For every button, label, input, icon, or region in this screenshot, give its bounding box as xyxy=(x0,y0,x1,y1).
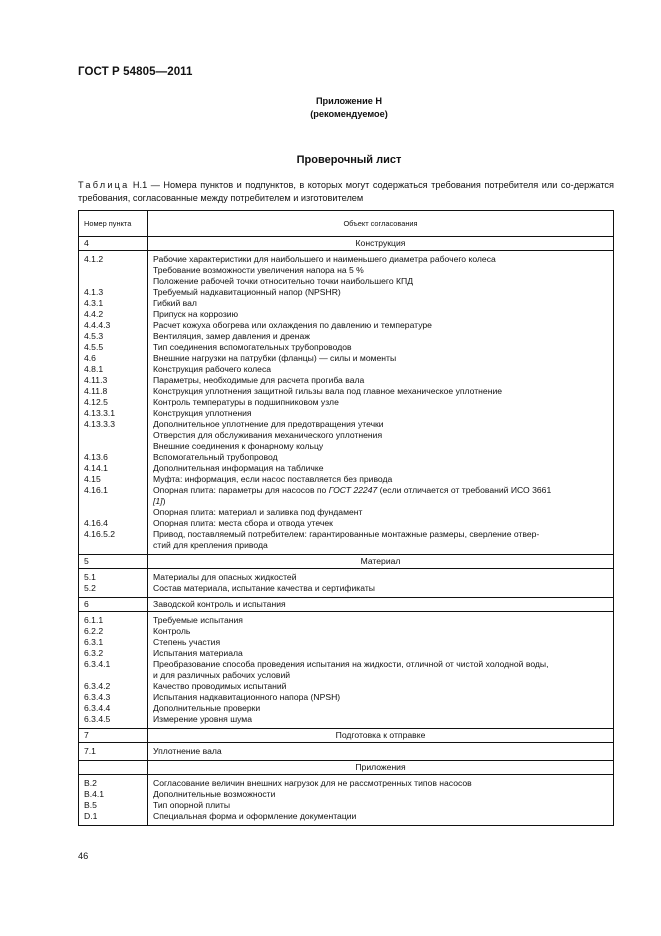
section-title: Заводской контроль и испытания xyxy=(148,598,614,612)
section-title: Подготовка к отправке xyxy=(148,729,614,743)
clause-number: 6.3.4.3 xyxy=(84,692,111,702)
section-body-7 xyxy=(79,743,614,761)
clause-number: 4.15 xyxy=(84,474,101,484)
section-number: 7 xyxy=(79,729,148,743)
clause-object-line: Опорная плита: параметры для насосов по ГОСТ 22247 (если отличается от требований ИСО 3661 xyxy=(153,485,552,495)
clause-number: 5.1 xyxy=(84,572,96,582)
clause-number: 4.11.8 xyxy=(84,386,108,396)
clause-objects xyxy=(148,743,614,761)
clause-object-line: Параметры, необходимые для расчета прогиба вала xyxy=(153,375,365,385)
clause-number: 4.5.5 xyxy=(84,342,104,352)
section-body-appendices xyxy=(79,775,614,826)
clause-object-line: Тип опорной плиты xyxy=(153,800,230,810)
clause-number: 4.11.3 xyxy=(84,375,108,385)
section-title: Приложения xyxy=(148,761,614,775)
clause-object-line: Качество проводимых испытаний xyxy=(153,681,287,691)
clause-number: 6.2.2 xyxy=(84,626,104,636)
clause-number: 6.1.1 xyxy=(84,615,104,625)
clause-number: 6.3.4.1 xyxy=(84,659,111,669)
section-row-5 xyxy=(79,555,614,569)
section-body-5 xyxy=(79,569,614,598)
clause-object-line: стий для крепления привода xyxy=(153,540,268,550)
clause-number: 4.14.1 xyxy=(84,463,108,473)
clause-object-line: Преобразование способа проведения испытания на жидкости, отличной от чистой холодной воды, xyxy=(153,659,549,669)
clause-object-line: Контроль температуры в подшипниковом узле xyxy=(153,397,339,407)
clause-number: 4.13.3.1 xyxy=(84,408,116,418)
section-row-4 xyxy=(79,237,614,251)
clause-object-line: Расчет кожуха обогрева или охлаждения по давлению и температуре xyxy=(153,320,432,330)
clause-object-line: Степень участия xyxy=(153,637,221,647)
clause-number: 4.4.2 xyxy=(84,309,104,319)
clause-object-line: Опорная плита: материал и заливка под фундамент xyxy=(153,507,363,517)
section-number: 4 xyxy=(79,237,148,251)
clause-number: 4.3.1 xyxy=(84,298,104,308)
clause-object-line: Конструкция уплотнения xyxy=(153,408,252,418)
clause-object-line: Привод, поставляемый потребителем: гарантированные монтажные размеры, сверление отвер- xyxy=(153,529,540,539)
clause-number: D.1 xyxy=(84,811,98,821)
section-title: Конструкция xyxy=(148,237,614,251)
clause-object-line: Внешние нагрузки на патрубки (фланцы) — силы и моменты xyxy=(153,353,397,363)
clause-number: 7.1 xyxy=(84,746,96,756)
clause-object-line: Отверстия для обслуживания механического уплотнения xyxy=(153,430,383,440)
clause-number: 6.3.1 xyxy=(84,637,104,647)
clause-object-line: Дополнительная информация на табличке xyxy=(153,463,324,473)
clause-object-line: Требуемый надкавитационный напор (NPSHR) xyxy=(153,287,341,297)
clause-object-line: Испытания материала xyxy=(153,648,243,658)
clause-object-line: Тип соединения вспомогательных трубопроводов xyxy=(153,342,352,352)
clause-object-line: Муфта: информация, если насос поставляется без привода xyxy=(153,474,393,484)
page-title: Проверочный лист xyxy=(296,154,402,166)
clause-number: B.4.1 xyxy=(84,789,105,799)
section-title: Материал xyxy=(148,555,614,569)
clause-number: 4.16.4 xyxy=(84,518,108,528)
caption-text: Н.1 — Номера пунктов и подпунктов, в которых могут содержаться требования потребителя или со-держатся требования, согласованные между потребителем и изготовителем xyxy=(78,180,614,203)
clause-numbers xyxy=(79,612,148,729)
clause-numbers xyxy=(79,775,148,826)
clause-number: 4.12.5 xyxy=(84,397,108,407)
clause-objects xyxy=(148,251,614,555)
clause-object-line: Измерение уровня шума xyxy=(153,714,252,724)
clause-number: B.2 xyxy=(84,778,97,788)
table-caption xyxy=(78,179,614,204)
clause-numbers xyxy=(79,569,148,598)
clause-object-line: Уплотнение вала xyxy=(153,746,222,756)
clause-object-line: и для различных рабочих условий xyxy=(153,670,291,680)
clause-object-line: Опорная плита: места сбора и отвода утечек xyxy=(153,518,333,528)
clause-object-line: Специальная форма и оформление документации xyxy=(153,811,357,821)
annex-status: (рекомендуемое) xyxy=(310,109,388,119)
checklist-table xyxy=(78,210,614,826)
clause-object-line: Требование возможности увеличения напора на 5 % xyxy=(153,265,364,275)
table-header-row xyxy=(79,211,614,237)
clause-number: 4.13.6 xyxy=(84,452,108,462)
clause-number: B.5 xyxy=(84,800,97,810)
clause-number: 4.6 xyxy=(84,353,96,363)
clause-number: 4.5.3 xyxy=(84,331,104,341)
document-id: ГОСТ Р 54805—2011 xyxy=(78,66,193,78)
clause-number: 6.3.4.5 xyxy=(84,714,111,724)
clause-object-line: Согласование величин внешних нагрузок для не рассмотренных типов насосов xyxy=(153,778,472,788)
clause-objects xyxy=(148,775,614,826)
clause-object-line: Состав материала, испытание качества и сертификаты xyxy=(153,583,375,593)
clause-number: 4.13.3.3 xyxy=(84,419,116,429)
clause-number: 4.16.1 xyxy=(84,485,108,495)
clause-number: 4.8.1 xyxy=(84,364,104,374)
clause-object-line: Дополнительное уплотнение для предотвращения утечки xyxy=(153,419,384,429)
clause-object-line: Дополнительные проверки xyxy=(153,703,261,713)
clause-object-line: Положение рабочей точки относительно точки наибольшего КПД xyxy=(153,276,414,286)
clause-number: 6.3.4.4 xyxy=(84,703,111,713)
clause-object-line: Гибкий вал xyxy=(153,298,197,308)
clause-object-line: Вспомогательный трубопровод xyxy=(153,452,278,462)
section-body-4 xyxy=(79,251,614,555)
clause-objects xyxy=(148,612,614,729)
clause-object-line: Конструкция рабочего колеса xyxy=(153,364,272,374)
clause-number: 6.3.2 xyxy=(84,648,104,658)
clause-objects xyxy=(148,569,614,598)
clause-number: 4.1.3 xyxy=(84,287,104,297)
clause-object-line: Рабочие характеристики для наибольшего и наименьшего диаметра рабочего колеса xyxy=(153,254,496,264)
caption-label: Таблица xyxy=(78,180,130,190)
clause-object-line: Дополнительные возможности xyxy=(153,789,276,799)
clause-object-line: Требуемые испытания xyxy=(153,615,243,625)
clause-number: 4.1.2 xyxy=(84,254,104,264)
clause-object-line: [1]) xyxy=(153,496,166,506)
col-header-number: Номер пункта xyxy=(79,211,148,237)
clause-number: 4.16.5.2 xyxy=(84,529,116,539)
section-number: 6 xyxy=(79,598,148,612)
clause-number: 4.4.4.3 xyxy=(84,320,111,330)
section-row-6 xyxy=(79,598,614,612)
clause-numbers xyxy=(79,251,148,555)
section-row-appendices xyxy=(79,761,614,775)
clause-object-line: Конструкция уплотнения защитной гильзы вала под главное механическое уплотнение xyxy=(153,386,503,396)
section-number: 5 xyxy=(79,555,148,569)
clause-object-line: Внешние соединения к фонарному кольцу xyxy=(153,441,324,451)
section-row-7 xyxy=(79,729,614,743)
clause-object-line: Вентиляция, замер давления и дренаж xyxy=(153,331,310,341)
clause-object-line: Материалы для опасных жидкостей xyxy=(153,572,297,582)
clause-number: 6.3.4.2 xyxy=(84,681,111,691)
section-number xyxy=(79,761,148,775)
annex-label: Приложение Н xyxy=(315,96,383,106)
page-number: 46 xyxy=(78,851,89,861)
clause-object-line: Контроль xyxy=(153,626,191,636)
col-header-object: Объект согласования xyxy=(148,211,614,237)
clause-object-line: Испытания надкавитационного напора (NPSH) xyxy=(153,692,341,702)
clause-object-line: Припуск на коррозию xyxy=(153,309,239,319)
clause-number: 5.2 xyxy=(84,583,96,593)
section-body-6 xyxy=(79,612,614,729)
clause-numbers xyxy=(79,743,148,761)
annex-heading xyxy=(0,95,661,121)
